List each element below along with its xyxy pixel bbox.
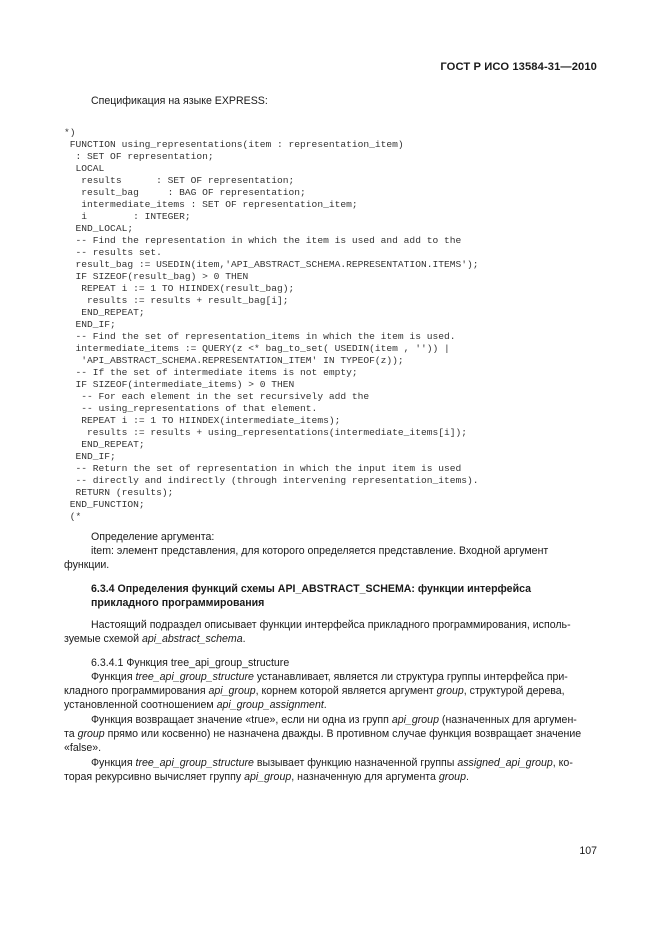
paragraph-line: торая рекурсивно вычисляет группу api_group, назначенную для аргумента group. <box>64 771 469 783</box>
paragraph-line: установленной соотношением api_group_assignment. <box>64 699 327 711</box>
section-heading: 6.3.4 Определения функций схемы API_ABSTRACT_SCHEMA: функции интерфейса <box>91 583 531 595</box>
section-heading: прикладного программирования <box>91 597 265 609</box>
document-header: ГОСТ Р ИСО 13584-31—2010 <box>440 61 597 73</box>
argument-title: Определение аргумента: <box>91 531 215 543</box>
paragraph-line: «false». <box>64 742 102 754</box>
paragraph-line: Функция tree_api_group_structure вызывает функцию назначенной группы assigned_api_group, ко- <box>91 757 573 769</box>
paragraph-line: та group прямо или косвенно) не назначена дважды. В противном случае функция возвращает значение <box>64 728 582 740</box>
paragraph-line: кладного программирования api_group, корнем которой является аргумент group, структурой дерева, <box>64 685 565 697</box>
paragraph-line: Функция tree_api_group_structure устанавливает, является ли структура группы интерфейса при- <box>91 671 568 683</box>
spec-label: Спецификация на языке EXPRESS: <box>91 95 268 107</box>
paragraph-line: Настоящий подраздел описывает функции интерфейса прикладного программирования, исполь- <box>91 619 571 631</box>
paragraph-line: зуемые схемой api_abstract_schema. <box>64 633 246 645</box>
subsection-title: 6.3.4.1 Функция tree_api_group_structure <box>91 657 290 669</box>
argument-text-line: функции. <box>64 559 110 571</box>
argument-text-line: item: элемент представления, для которого определяется представление. Входной аргумент <box>91 545 549 557</box>
express-code-block: *) FUNCTION using_representations(item : representation_item) : SET OF representation; LOCAL results : SET OF representation; result_bag : BAG OF representation; intermediate_items : SET OF representation_item; i : INTEGER; END_LOCAL; -- Find the representation in which the item is used and add to the -- results set. result_bag := USEDIN(item,'API_ABSTRACT_SCHEMA.REPRESENTATION.ITEMS'); IF SIZEOF(result_bag) > 0 THEN REPEAT i := 1 TO HIINDEX(result_bag); results := results + result_bag[i]; END_REPEAT; END_IF; -- Find the set of representation_items in which the item is used. intermediate_items := QUERY(z <* bag_to_set( USEDIN(item , '')) | 'API_ABSTRACT_SCHEMA.REPRESENTATION_ITEM' IN TYPEOF(z)); -- If the set of intermediate items is not empty; IF SIZEOF(intermediate_items) > 0 THEN -- For each element in the set recursively add the -- using_representations of that element. REPEAT i := 1 TO HIINDEX(intermediate_items); results := results + using_representations(intermediate_items[i]); END_REPEAT; END_IF; -- Return the set of representation in which the input item is used -- directly and indirectly (through intervening representation_items). RETURN (results); END_FUNCTION; (* <box>64 127 479 522</box>
paragraph-line: Функция возвращает значение «true», если ни одна из групп api_group (назначенных для аргумен- <box>91 714 577 726</box>
page-number: 107 <box>579 845 597 857</box>
